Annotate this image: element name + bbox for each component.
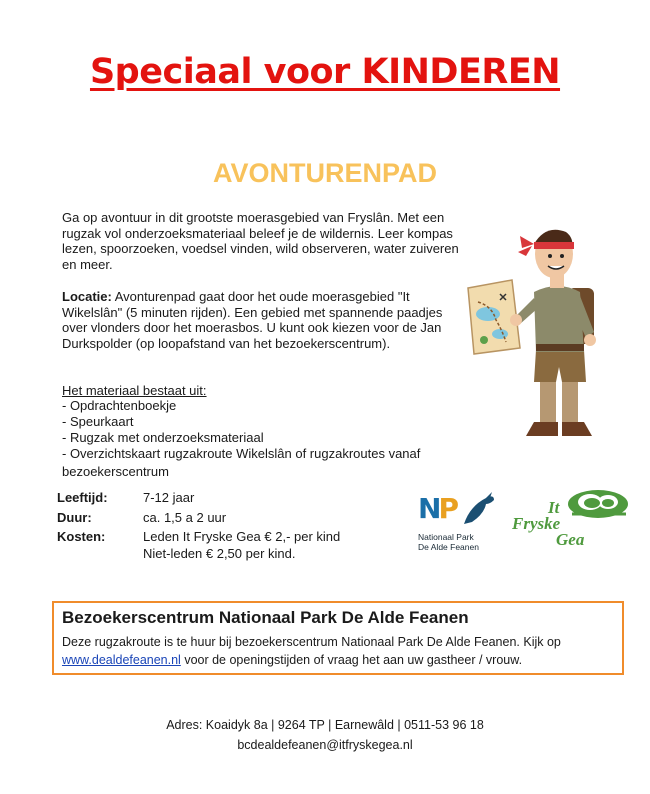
website-link[interactable]: www.dealdefeanen.nl: [62, 653, 181, 667]
duration-label: Duur:: [57, 510, 92, 525]
ifg-line2: Fryske: [512, 514, 561, 533]
explorer-shirt: [534, 286, 584, 352]
np-letters: NP: [418, 492, 456, 525]
tree-icon: [568, 488, 630, 522]
visitor-center-text: [62, 633, 618, 669]
cost-label: Kosten:: [57, 529, 106, 544]
list-item: - Rugzak met onderzoeksmateriaal: [62, 429, 264, 445]
it-fryske-gea-logo: [510, 488, 630, 554]
materials-heading: Het materiaal bestaat uit:: [62, 383, 207, 398]
location-paragraph: [62, 289, 462, 351]
headband-icon: [534, 242, 574, 249]
visitor-center-text-end: voor de openingstijden of vraag het aan uw gastheer / vrouw.: [180, 653, 523, 667]
duration-value: ca. 1,5 a 2 uur: [143, 510, 227, 525]
age-value: 7-12 jaar: [143, 490, 195, 505]
page-title: Speciaal voor KINDEREN: [89, 52, 561, 92]
page-subtitle: AVONTURENPAD: [212, 158, 437, 188]
explorer-boot-left: [526, 422, 558, 436]
ifg-line3: Gea: [556, 530, 585, 549]
bird-icon: [460, 492, 496, 526]
footer-address: Adres: Koaidyk 8a | 9264 TP | Earnewâld | 0511-53 96 18: [166, 718, 484, 732]
ifg-line1: It: [548, 498, 560, 517]
cost-members: Leden It Fryske Gea € 2,- per kind: [143, 529, 341, 544]
explorer-illustration: [462, 222, 622, 444]
list-item: - Speurkaart: [62, 413, 134, 429]
explorer-boot-right: [562, 422, 592, 436]
visitor-center-text-start: Deze rugzakroute is te huur bij bezoekerscentrum Nationaal Park De Alde Feanen. Kijk op: [62, 635, 561, 649]
np-line2: De Alde Feanen: [418, 542, 479, 552]
cost-nonmembers: Niet-leden € 2,50 per kind.: [143, 546, 296, 561]
intro-paragraph: Ga op avontuur in dit grootste moerasgebied van Fryslân. Met een rugzak vol onderzoeksmateriaal beleef je de wildernis. Leer kompas lezen, spoorzoeken, voedsel vinden, wild observeren, water zuiveren en meer.: [62, 210, 459, 272]
location-text: Avonturenpad gaat door het oude moerasgebied "It Wikelslân" (5 minuten rijden). Een gebied met spannende paadjes over vlonders door het moerasbos. U kunt ook kiezen voor de Jan Durkspolder (op loopafstand van het bezoekerscentrum).: [62, 289, 443, 351]
list-item: - Overzichtskaart rugzakroute Wikelslân of rugzakroutes vanaf bezoekerscentrum: [62, 446, 421, 480]
np-line1: Nationaal Park: [418, 532, 474, 542]
materials-list: [62, 398, 462, 481]
nationaal-park-logo: [418, 492, 508, 562]
footer-email[interactable]: bcdealdefeanen@itfryskegea.nl: [237, 738, 413, 752]
visitor-center-title: Bezoekerscentrum Nationaal Park De Alde Feanen: [62, 608, 469, 627]
age-label: Leeftijd:: [57, 490, 108, 505]
list-item: - Opdrachtenboekje: [62, 398, 177, 413]
location-label: Locatie:: [62, 289, 112, 304]
